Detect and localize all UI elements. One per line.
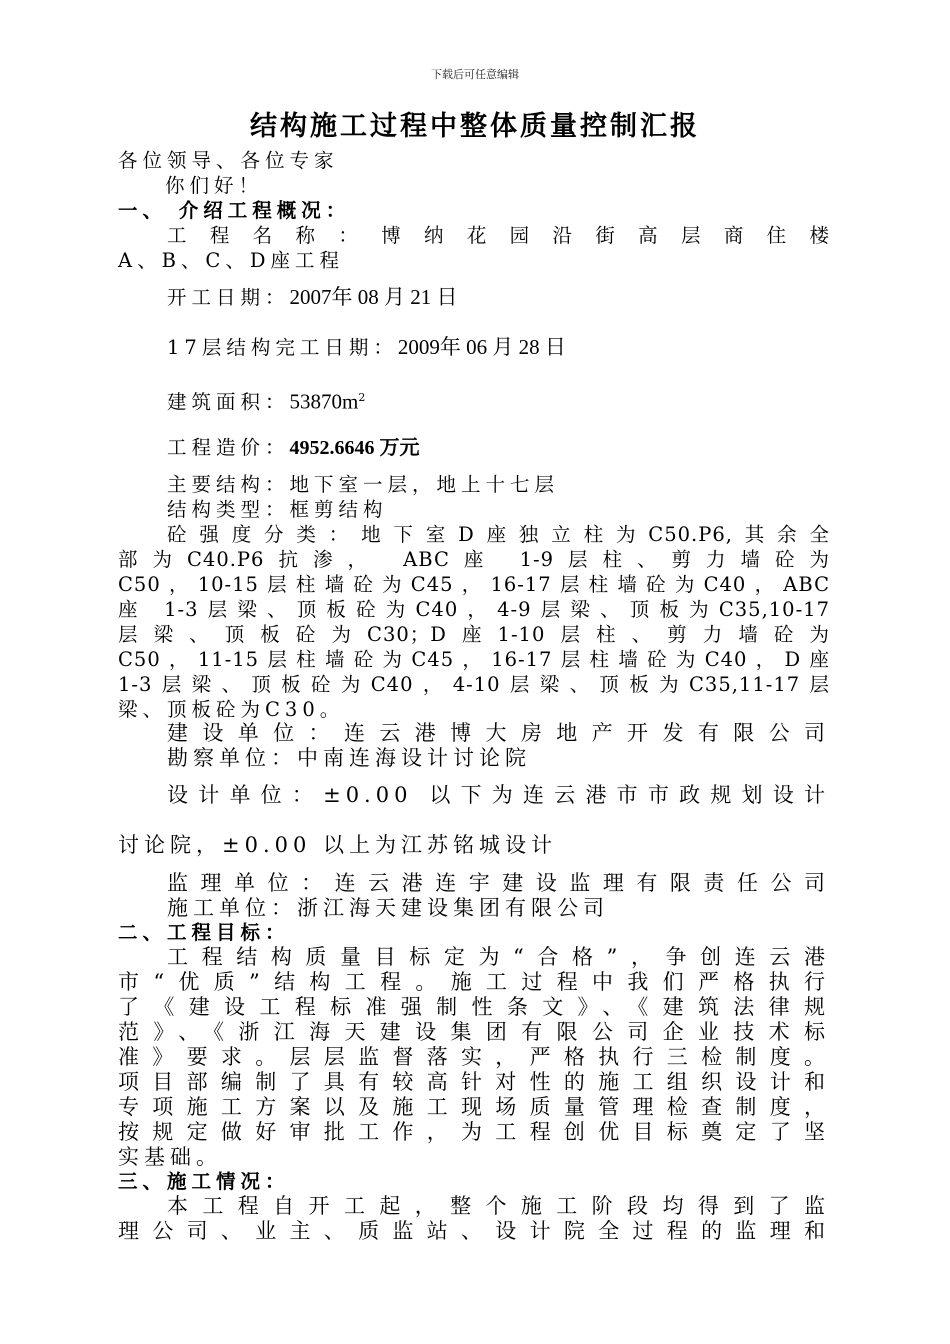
section-2-line: 专项施工方案以及施工现场质量管理检查制度， bbox=[118, 1095, 830, 1119]
start-date bbox=[167, 285, 830, 310]
document-title: 结构施工过程中整体质量控制汇报 bbox=[250, 111, 700, 142]
concrete-line: 1-3层梁、顶板砼为C40，4-10层梁、顶板为C35,11-17层 bbox=[118, 673, 830, 696]
owner-unit: 建设单位：连云港博大房地产开发有限公司 bbox=[167, 721, 830, 745]
section-1-heading: 一、 介绍工程概况： bbox=[118, 199, 351, 222]
area-superscript: 2 bbox=[358, 391, 371, 404]
concrete-line: 层梁、顶板砼为C30；D座1-10层柱、剪力墙砼为 bbox=[118, 623, 830, 646]
finish-date-label: 17层结构完工日期： bbox=[167, 336, 398, 359]
start-date-value: 2007年 08 月 21 日 bbox=[289, 285, 458, 309]
survey-unit: 勘察单位：中南连海设计讨论院 bbox=[167, 746, 531, 770]
concrete-line: C50，10-15层柱墙砼为C45，16-17层柱墙砼为C40，ABC bbox=[118, 573, 830, 596]
section-2-line: 市“优质”结构工程。施工过程中我们严格执行 bbox=[118, 970, 830, 994]
concrete-line: 砼强度分类：地下室D座独立柱为C50.P6,其余全 bbox=[167, 523, 830, 546]
section-3-line: 本工程自开工起，整个施工阶段均得到了监 bbox=[167, 1194, 830, 1218]
design-unit-line-2: 讨论院，±0.00 以上为江苏铭城设计 bbox=[118, 833, 558, 857]
section-2-line: 实基础。 bbox=[118, 1145, 222, 1169]
concrete-line: 梁、顶板砼为C30。 bbox=[118, 698, 345, 721]
area-label: 建筑面积： bbox=[167, 390, 290, 414]
section-2-line: 准》要求。层层监督落实，严格执行三检制度。 bbox=[118, 1045, 830, 1069]
greeting-line-1: 各位领导、各位专家 bbox=[118, 149, 339, 172]
section-2-line: 按规定做好审批工作，为工程创优目标奠定了坚 bbox=[118, 1120, 830, 1144]
section-2-line: 工程结构质量目标定为“合格”，争创连云港 bbox=[167, 945, 830, 969]
section-2-heading: 二、工程目标： bbox=[118, 921, 290, 944]
section-2-line: 范》、《浙江海天建设集团有限公司企业技术标 bbox=[118, 1020, 830, 1044]
concrete-line: 座 1-3层梁、顶板砼为C40，4-9层梁、顶板为C35,10-17 bbox=[118, 598, 830, 621]
project-cost bbox=[167, 435, 830, 461]
section-2-line: 了《建设工程标准强制性条文》、《建筑法律规 bbox=[118, 995, 830, 1019]
design-unit-line-1: 设计单位：±0.00 以下为连云港市市政规划设计 bbox=[167, 783, 830, 807]
finish-date bbox=[167, 335, 830, 360]
contractor-unit: 施工单位：浙江海天建设集团有限公司 bbox=[167, 896, 609, 920]
cost-value: 4952.6646 万元 bbox=[289, 437, 420, 459]
section-2-line: 项目部编制了具有较高针对性的施工组织设计和 bbox=[118, 1070, 830, 1094]
cost-label: 工程造价： bbox=[167, 436, 290, 459]
project-name-line-1: 工程名称：博纳花园沿街高层商住楼 bbox=[167, 224, 830, 247]
greeting-line-2: 你们好！ bbox=[165, 174, 264, 197]
project-name-line-2: A、B、C、D座工程 bbox=[118, 249, 344, 272]
concrete-line: C50，11-15层柱墙砼为C45，16-17层柱墙砼为C40，D座 bbox=[118, 648, 830, 671]
section-3-line: 理公司、业主、质监站、设计院全过程的监理和 bbox=[118, 1219, 830, 1243]
header-note: 下载后可任意编辑 bbox=[431, 68, 519, 81]
area-value: 53870m bbox=[289, 389, 359, 414]
main-structure: 主要结构：地下室一层，地上十七层 bbox=[167, 473, 560, 496]
building-area bbox=[167, 385, 830, 415]
finish-date-value: 2009年 06 月 28 日 bbox=[397, 335, 566, 359]
start-date-label: 开工日期： bbox=[167, 286, 290, 309]
structure-type: 结构类型：框剪结构 bbox=[167, 498, 388, 521]
section-3-heading: 三、施工情况： bbox=[118, 1170, 290, 1193]
supervisor-unit: 监理单位：连云港连宇建设监理有限责任公司 bbox=[167, 871, 830, 895]
concrete-line: 部为C40.P6抗渗， ABC座 1-9层柱、剪力墙砼为 bbox=[118, 548, 830, 571]
